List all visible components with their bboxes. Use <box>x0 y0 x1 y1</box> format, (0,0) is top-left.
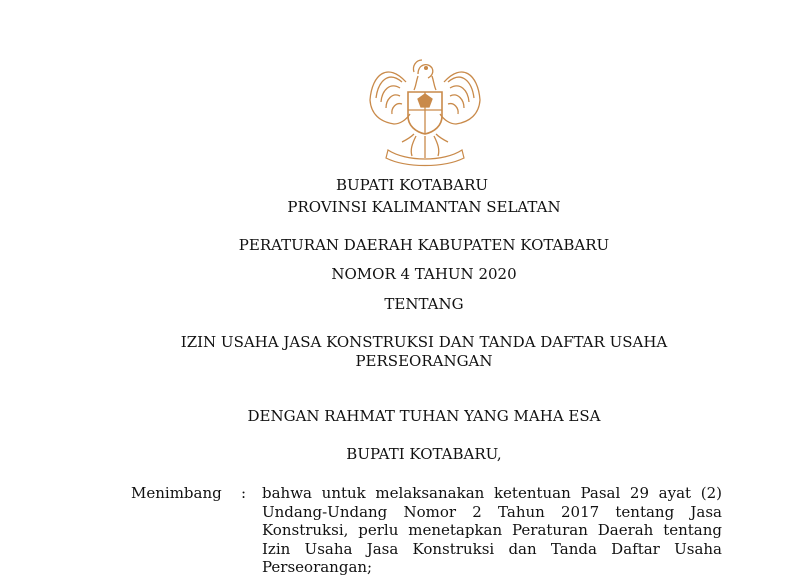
province-heading: PROVINSI KALIMANTAN SELATAN <box>287 198 561 216</box>
menimbang-label: Menimbang <box>131 484 222 502</box>
preamble: DENGAN RAHMAT TUHAN YANG MAHA ESA <box>247 407 601 425</box>
menimbang-line: Undang-Undang Nomor 2 Tahun 2017 tentang Jasa <box>262 502 722 521</box>
office-heading: BUPATI KOTABARU <box>336 176 488 194</box>
issuer: BUPATI KOTABARU, <box>346 445 502 463</box>
regulation-number: NOMOR 4 TAHUN 2020 <box>331 265 517 283</box>
regulation-title-line2: PERSEORANGAN <box>355 352 493 370</box>
menimbang-line: Konstruksi, perlu menetapkan Peraturan Daerah tentang <box>262 521 722 539</box>
regulation-type: PERATURAN DAERAH KABUPATEN KOTABARU <box>238 236 610 254</box>
menimbang-line: Izin Usaha Jasa Konstruksi dan Tanda Daftar Usaha <box>262 539 722 558</box>
menimbang-line: Perseorangan; <box>262 558 373 576</box>
garuda-pancasila-icon <box>366 52 484 170</box>
menimbang-line: bahwa untuk melaksanakan ketentuan Pasal 29 ayat (2) <box>262 484 722 502</box>
menimbang-colon: : <box>241 484 247 502</box>
regulation-about: TENTANG <box>384 295 464 313</box>
regulation-title-line1: IZIN USAHA JASA KONSTRUKSI DAN TANDA DAFTAR USAHA <box>180 333 668 351</box>
menimbang-paragraph <box>262 484 722 577</box>
